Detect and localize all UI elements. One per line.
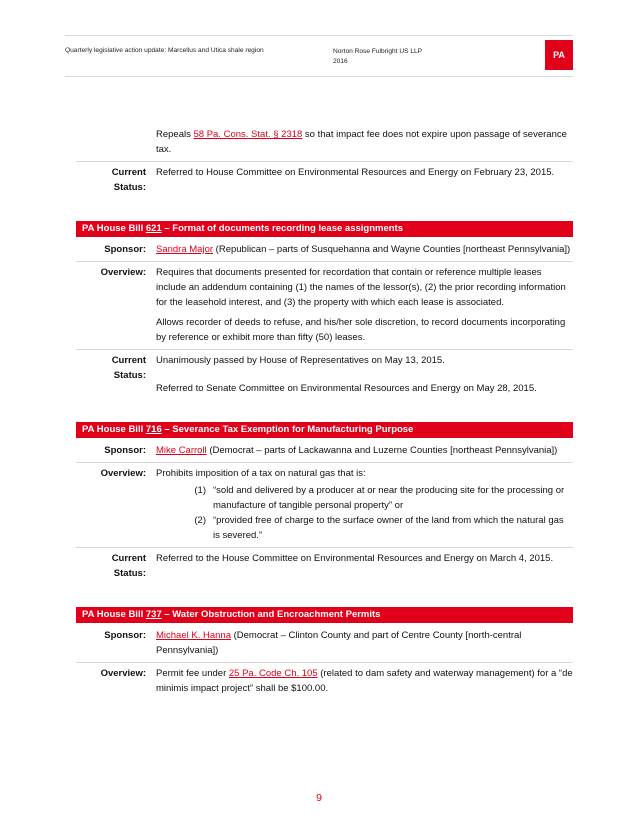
sponsor-label: Sponsor: xyxy=(104,244,146,255)
overview-list xyxy=(156,483,573,543)
bill-title: – Severance Tax Exemption for Manufacturing Purpose xyxy=(161,424,414,435)
sponsor-label: Sponsor: xyxy=(104,445,146,456)
header-title: Quarterly legislative action update: Marcellus and Utica shale region xyxy=(65,47,264,54)
statute-link-2318[interactable]: 58 Pa. Cons. Stat. § 2318 xyxy=(193,129,303,140)
bill-737-overview xyxy=(155,666,573,696)
overview-label: Overview: xyxy=(100,468,146,479)
status-label-text: Status: xyxy=(113,370,146,381)
sponsor-detail: (Democrat – parts of Lackawanna and Luzerne Counties [northeast Pennsylvania]) xyxy=(206,445,558,456)
status-paragraph: Referred to Senate Committee on Environmental Resources and Energy on May 28, 2015. xyxy=(156,383,537,394)
overview-label: Overview: xyxy=(100,267,146,278)
status-label-text: Status: xyxy=(113,568,146,579)
bill-737-overview-row xyxy=(76,663,573,700)
sponsor-link-michael-hanna[interactable]: Michael K. Hanna xyxy=(156,630,231,641)
intro-status-text: Referred to House Committee on Environmental Resources and Energy on February 23, 2015. xyxy=(156,167,555,178)
bill-621-link[interactable]: 621 xyxy=(145,223,162,234)
header-firm: Norton Rose Fulbright US LLP xyxy=(333,48,423,55)
bill-716-status-row xyxy=(76,548,573,585)
bill-716-status: Referred to the House Committee on Environmental Resources and Energy on March 4, 2015. xyxy=(156,553,554,564)
list-item-number: (2) xyxy=(194,515,206,526)
bill-737-link[interactable]: 737 xyxy=(145,609,162,620)
overview-paragraph: Prohibits imposition of a tax on natural gas that is: xyxy=(156,468,366,479)
bill-737-sponsor-row xyxy=(76,625,573,663)
list-item xyxy=(156,483,573,513)
status-paragraph: Unanimously passed by House of Representatives on May 13, 2015. xyxy=(156,355,445,366)
header-firm-block xyxy=(333,47,422,67)
bill-title: – Water Obstruction and Encroachment Permits xyxy=(161,609,381,620)
bill-716-heading xyxy=(76,422,573,438)
current-label: Current xyxy=(111,355,146,366)
bill-621-sponsor-row xyxy=(76,239,573,262)
list-item xyxy=(156,513,573,543)
bill-621-heading xyxy=(76,221,573,237)
intro-text-post: so that impact fee does not expire upon passage of severance tax. xyxy=(156,129,567,155)
sponsor-detail: (Republican – parts of Susquehanna and Wayne Counties [northeast Pennsylvania]) xyxy=(213,244,571,255)
bill-621-status-row xyxy=(76,350,573,400)
overview-text-post: (related to dam safety and waterway management) for a “de minimis impact project” shall be $100.00. xyxy=(156,668,573,694)
bill-737-heading xyxy=(76,607,573,623)
bill-716-overview xyxy=(155,466,573,543)
header-year: 2016 xyxy=(333,58,348,65)
bill-prefix: PA House Bill xyxy=(82,609,146,620)
header-top-rule xyxy=(65,35,573,36)
bill-621-overview xyxy=(155,265,573,345)
status-label xyxy=(76,353,155,396)
bill-621-overview-row xyxy=(76,262,573,350)
bill-716-sponsor-row xyxy=(76,440,573,463)
overview-label: Overview: xyxy=(100,668,146,679)
overview-text-pre: Permit fee under xyxy=(156,668,229,679)
bill-prefix: PA House Bill xyxy=(82,424,146,435)
overview-paragraph: Allows recorder of deeds to refuse, and his/her sole discretion, to record documents incorporating by reference or exhibit more than fifty (50) leases. xyxy=(156,317,566,343)
current-label: Current xyxy=(111,553,146,564)
sponsor-link-sandra-major[interactable]: Sandra Major xyxy=(156,244,214,255)
status-label xyxy=(76,165,155,195)
intro-text-pre: Repeals xyxy=(156,129,194,140)
bill-title: – Format of documents recording lease assignments xyxy=(161,223,403,234)
status-label-text: Status: xyxy=(113,182,146,193)
page-number: 9 xyxy=(316,792,322,804)
bill-737-sponsor xyxy=(155,628,573,658)
intro-status-row xyxy=(76,162,573,199)
sponsor-label: Sponsor: xyxy=(104,630,146,641)
sponsor-link-mike-carroll[interactable]: Mike Carroll xyxy=(156,445,207,456)
row-label-empty xyxy=(76,127,155,157)
code-link-ch105[interactable]: 25 Pa. Code Ch. 105 xyxy=(228,668,318,679)
intro-overview-row xyxy=(76,124,573,162)
bill-716-link[interactable]: 716 xyxy=(145,424,162,435)
status-label xyxy=(76,551,155,581)
overview-paragraph: Requires that documents presented for recordation that contain or reference multiple leases include an addendum containing (1) the names of the lessor(s), (2) the prior recording information for the leasehold interest, and (3) the property with which each lease is associated. xyxy=(156,267,566,308)
sponsor-detail: (Democrat – Clinton County and part of Centre County [north-central Pennsylvania]) xyxy=(156,630,522,656)
bill-621-status xyxy=(155,353,573,396)
bill-716-sponsor xyxy=(155,443,573,458)
bill-prefix: PA House Bill xyxy=(82,223,146,234)
state-badge: PA xyxy=(545,40,573,70)
list-item-text: “provided free of charge to the surface owner of the land from which the natural gas is severed.” xyxy=(213,515,564,541)
list-item-text: “sold and delivered by a producer at or near the producing site for the processing or manufacture of tangible personal property” or xyxy=(213,485,565,511)
bill-621-sponsor xyxy=(155,242,573,257)
bill-716-overview-row xyxy=(76,463,573,548)
current-label: Current xyxy=(111,167,146,178)
intro-overview-text xyxy=(155,127,573,157)
list-item-number: (1) xyxy=(194,485,206,496)
document-body xyxy=(76,124,573,700)
header-bottom-rule xyxy=(65,76,573,77)
